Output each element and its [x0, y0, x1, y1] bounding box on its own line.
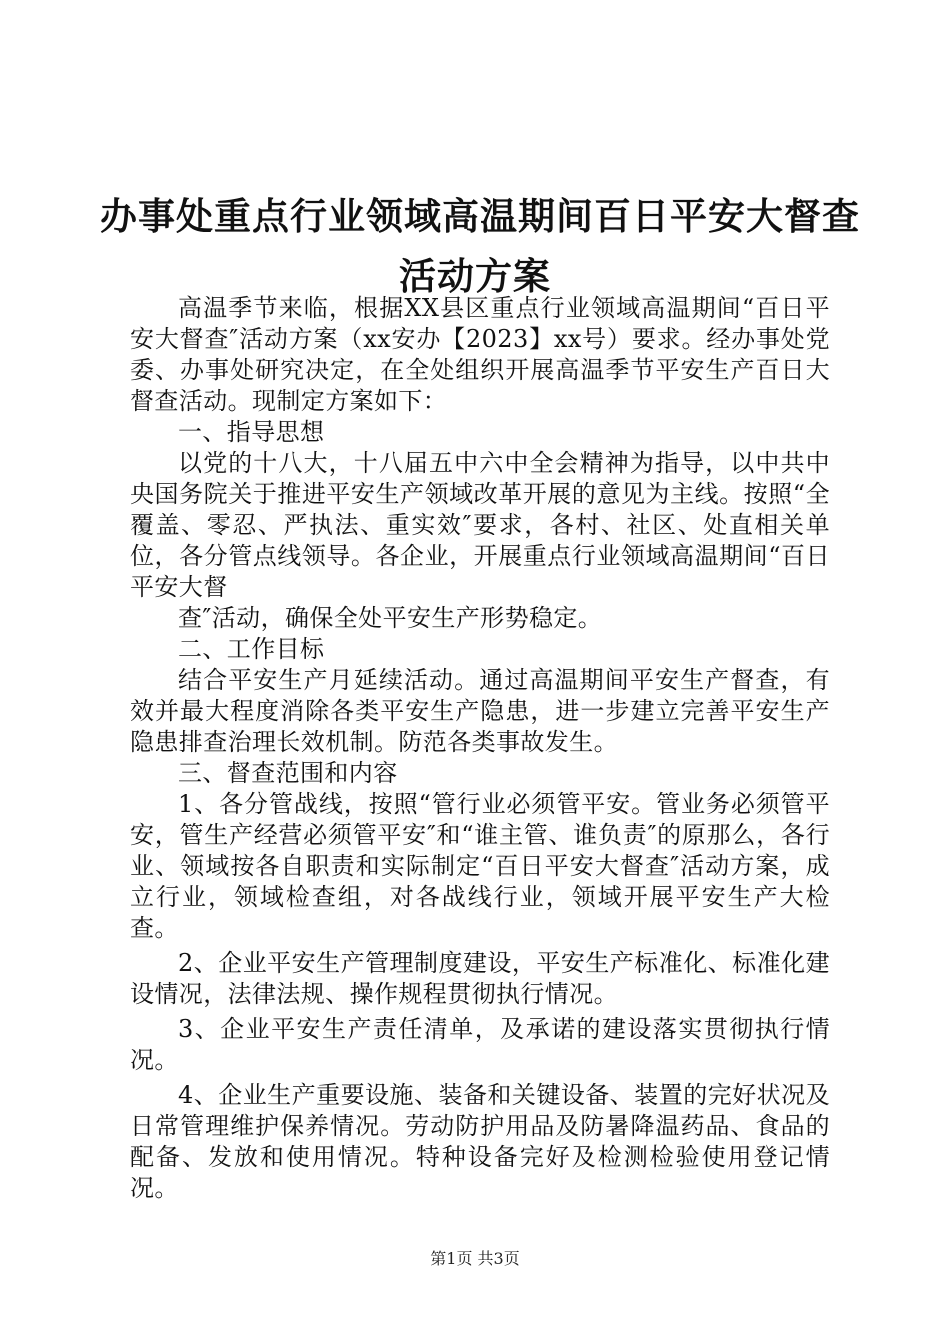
section-heading-work-goals: 二、工作目标 [178, 635, 325, 663]
paragraph-scope-item-1: 1、各分管战线，按照“管行业必须管平安。管业务必须管平安，管生产经营必须管平安″和“谁主管、谁负责″的原那么，各行业、领域按各自职责和实际制定“百日平安大督查″活动方案，成立行业，领域检查组，对各战线行业，领域开展平安生产大检查。 [130, 790, 830, 942]
paragraph-scope-item-2: 2、企业平安生产管理制度建设，平安生产标准化、标准化建设情况，法律法规、操作规程贯彻执行情况。 [130, 949, 830, 1008]
document-title-line2: 活动方案 [399, 254, 551, 298]
section-heading-scope: 三、督查范围和内容 [178, 759, 398, 787]
paragraph-work-goals: 结合平安生产月延续活动。通过高温期间平安生产督查，有效并最大程度消除各类平安生产隐患，进一步建立完善平安生产隐患排查治理长效机制。防范各类事故发生。 [130, 666, 830, 756]
section-heading-guiding-ideology: 一、指导思想 [178, 418, 325, 446]
document-body [130, 293, 830, 1204]
document-title-line1: 办事处重点行业领域高温期间百日平安大督查 [100, 194, 860, 238]
paragraph-guiding-ideology-cont: 查″活动，确保全处平安生产形势稳定。 [178, 604, 603, 632]
paragraph-guiding-ideology: 以党的十八大，十八届五中六中全会精神为指导，以中共中央国务院关于推进平安生产领域改革开展的意见为主线。按照“全覆盖、零忍、严执法、重实效″要求，各村、社区、处直相关单位，各分管点线领导。各企业，开展重点行业领域高温期间“百日平安大督 [130, 449, 830, 601]
paragraph-intro: 高温季节来临，根据XX县区重点行业领域高温期间“百日平安大督查″活动方案（xx安办【2023】xx号）要求。经办事处党委、办事处研究决定，在全处组织开展高温季节平安生产百日大督查活动。现制定方案如下： [130, 294, 830, 415]
paragraph-scope-item-4: 4、企业生产重要设施、装备和关键设备、装置的完好状况及日常管理维护保养情况。劳动防护用品及防暑降温药品、食品的配备、发放和使用情况。特种设备完好及检测检验使用登记情况。 [130, 1081, 830, 1202]
paragraph-scope-item-3: 3、企业平安生产责任清单，及承诺的建设落实贯彻执行情况。 [130, 1015, 830, 1074]
page-footer: 第1页 共3页 [430, 1249, 520, 1268]
